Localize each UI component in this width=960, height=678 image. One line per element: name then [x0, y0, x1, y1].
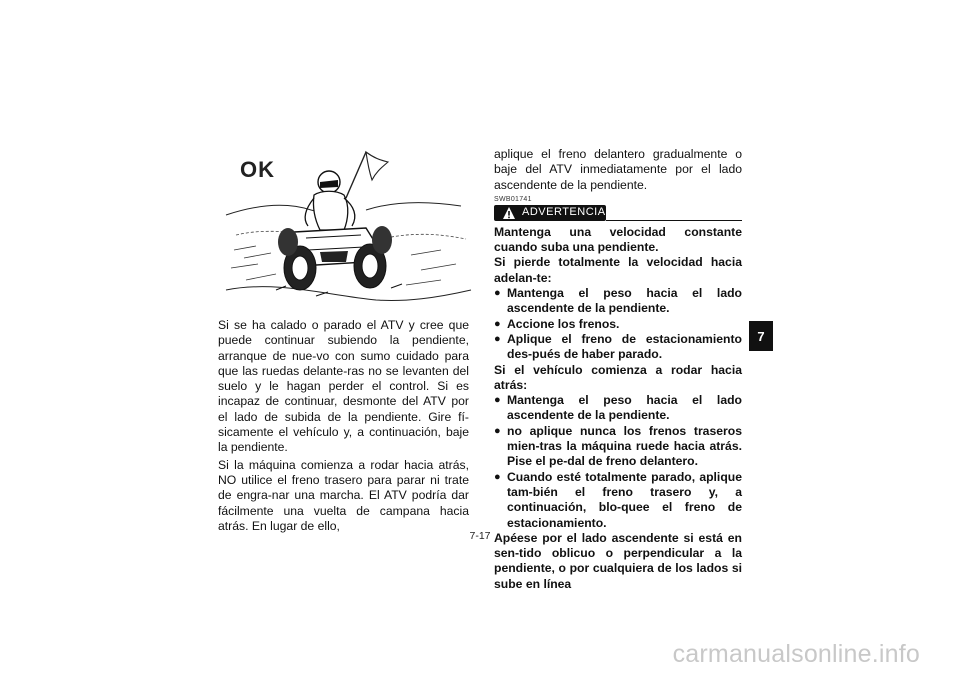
- bullet-dot-icon: ●: [494, 394, 501, 407]
- left-paragraph-2: Si la máquina comienza a rodar hacia atrás, NO utilice el freno trasero para parar ni trate de engra-nar una marcha. El ATV podría dar fácilmente una vuelta de campana hacia atrás. En lugar de ello,: [218, 457, 469, 533]
- warning-triangle-icon: [502, 206, 516, 220]
- bullet-item: [494, 332, 742, 363]
- bullet-item: [494, 470, 742, 531]
- warning-line-1: Mantenga una velocidad constante cuando suba una pendiente.: [494, 224, 742, 255]
- warning-closing: Apéese por el lado ascendente si está en sen-tido oblicuo o perpendicular a la pendiente, o por cualquiera de los lados si sube en línea: [494, 530, 742, 591]
- bullet-text: Accione los frenos.: [507, 316, 620, 331]
- bullet-text: Cuando esté totalmente parado, aplique tam-bién el freno trasero y, a continuación, blo-quee el freno de estacionamiento.: [507, 469, 742, 530]
- bullet-text: Mantenga el peso hacia el lado ascendente de la pendiente.: [507, 286, 742, 316]
- bullet-item: [494, 424, 742, 470]
- bullet-item: [494, 393, 742, 424]
- bullet-dot-icon: ●: [494, 332, 501, 345]
- bullet-dot-icon: ●: [494, 470, 501, 483]
- right-intro: aplique el freno delantero gradualmente o baje del ATV inmediatamente por el lado ascendente de la pendiente.: [494, 147, 742, 192]
- warning-badge: [494, 205, 606, 221]
- page-number: 7-17: [469, 530, 491, 542]
- bullet-dot-icon: ●: [494, 424, 501, 437]
- warning-subhead: Si el vehículo comienza a rodar hacia atrás:: [494, 362, 742, 392]
- warning-rule: [606, 220, 742, 221]
- bullet-text: Mantenga el peso hacia el lado ascendente de la pendiente.: [507, 393, 742, 423]
- bullet-item: [494, 317, 742, 332]
- bullet-text: no aplique nunca los frenos traseros mien-tras la máquina ruede hacia atrás. Pise el pe-dal de freno delantero.: [507, 423, 742, 469]
- right-column: [494, 147, 742, 592]
- chapter-tab: 7: [749, 321, 773, 351]
- warning-line-2: Si pierde totalmente la velocidad hacia adelan-te:: [494, 255, 742, 285]
- bullet-item: [494, 286, 742, 317]
- left-paragraph-1: Si se ha calado o parado el ATV y cree que puede continuar subiendo la pendiente, arranque de nue-vo con sumo cuidado para que las ruedas delante-ras no se levanten del suelo y le hagan perder el control. Si es incapaz de continuar, desmonte del ATV por el lado de subida de la pendiente. Gire fí-sicamente el vehículo y, a continuación, baje la pendiente.: [218, 318, 469, 455]
- warning-label: ADVERTENCIA: [522, 206, 606, 219]
- watermark: carmanualsonline.info: [672, 640, 920, 668]
- warning-header: [494, 205, 742, 221]
- bullet-text: Aplique el freno de estacionamiento des-pués de haber parado.: [507, 331, 742, 362]
- warning-code: SWB01741: [494, 195, 532, 203]
- bullet-dot-icon: ●: [494, 317, 501, 330]
- left-column: [218, 318, 469, 536]
- figure-ok-label: OK: [240, 157, 275, 182]
- bullet-dot-icon: ●: [494, 287, 501, 300]
